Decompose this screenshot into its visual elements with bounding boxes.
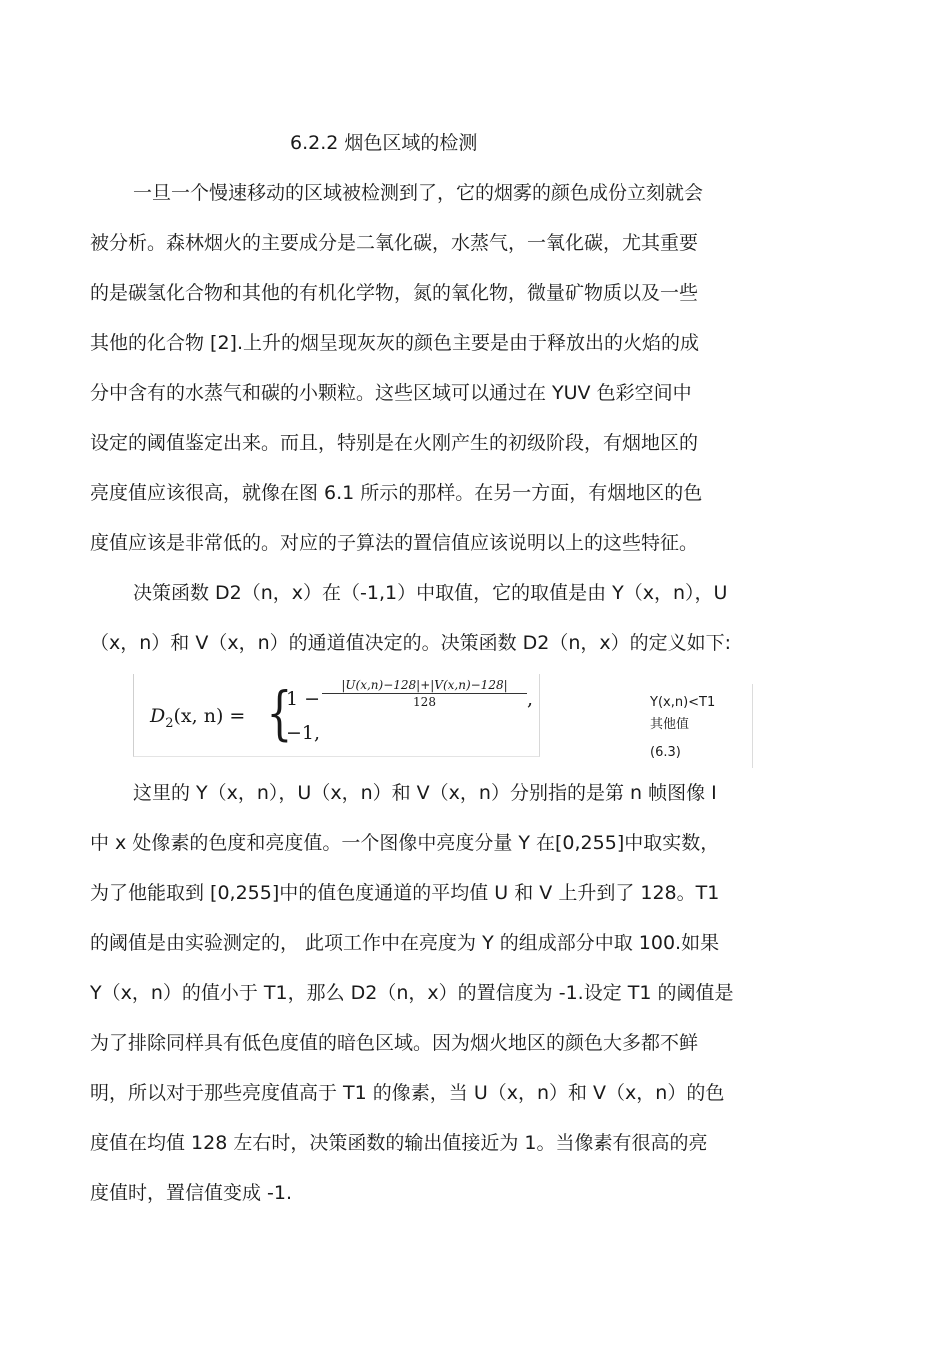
text-line: 被分析。森林烟火的主要成分是二氧化碳，水蒸气，一氧化碳，尤其重要 xyxy=(90,232,699,254)
text-line: 度值时，置信值变成 -1. xyxy=(90,1182,293,1204)
formula-image xyxy=(133,674,540,757)
formula-case-1-comma: , xyxy=(527,688,534,710)
fraction-denominator: 128 xyxy=(413,695,436,709)
text-line: 其他的化合物 [2].上升的烟呈现灰灰的颜色主要是由于释放出的火焰的成 xyxy=(90,332,699,354)
text-line: 为了他能取到 [0,255]中的值色度通道的平均值 U 和 V 上升到了 128。T1 xyxy=(90,882,720,904)
condition-1: Y(x,n)<T1 xyxy=(650,695,716,710)
formula-brace: { xyxy=(266,679,293,747)
text-line: 的阈值是由实验测定的， 此项工作中在亮度为 Y 的组成部分中取 100.如果 xyxy=(90,932,720,954)
text-line: 的是碳氢化合物和其他的有机化学物，氮的氧化物，微量矿物质以及一些 xyxy=(90,282,699,304)
fraction-numerator: |U(x,n)−128|+|V(x,n)−128| xyxy=(322,678,527,694)
formula-case-2: −1, xyxy=(286,722,321,744)
text-line: 度值在均值 128 左右时，决策函数的输出值接近为 1。当像素有很高的亮 xyxy=(90,1132,708,1154)
text-line: 为了排除同样具有低色度值的暗色区域。因为烟火地区的颜色大多都不鲜 xyxy=(90,1032,699,1054)
condition-2: 其他值 xyxy=(650,717,690,732)
text-line: 设定的阈值鉴定出来。而且，特别是在火刚产生的初级阶段，有烟地区的 xyxy=(90,432,699,454)
text-line: 明，所以对于那些亮度值高于 T1 的像素，当 U（x，n）和 V（x，n）的色 xyxy=(90,1082,725,1104)
text-line: 一旦一个慢速移动的区域被检测到了，它的烟雾的颜色成份立刻就会 xyxy=(133,182,704,204)
formula-conditions xyxy=(640,684,753,768)
text-line: 中 x 处像素的色度和亮度值。一个图像中亮度分量 Y 在[0,255]中取实数， xyxy=(90,832,720,854)
text-line: 亮度值应该很高，就像在图 6.1 所示的那样。在另一方面，有烟地区的色 xyxy=(90,482,703,504)
formula-fraction xyxy=(322,678,527,709)
text-line: Y（x，n）的值小于 T1，那么 D2（n，x）的置信度为 -1.设定 T1 的阈值是 xyxy=(90,982,734,1004)
text-line: 这里的 Y（x，n），U（x，n）和 V（x，n）分别指的是第 n 帧图像 I xyxy=(133,782,717,804)
text-line: 度值应该是非常低的。对应的子算法的置信值应该说明以上的这些特征。 xyxy=(90,532,699,554)
formula-case-1-prefix: 1 − xyxy=(286,688,321,710)
section-heading: 6.2.2 烟色区域的检测 xyxy=(290,132,478,154)
text-line: 决策函数 D2（n，x）在（-1,1）中取值，它的取值是由 Y（x，n），U xyxy=(133,582,728,604)
equation-number: (6.3) xyxy=(650,745,681,760)
text-line: （x，n）和 V（x，n）的通道值决定的。决策函数 D2（n，x）的定义如下: xyxy=(90,632,732,654)
text-line: 分中含有的水蒸气和碳的小颗粒。这些区域可以通过在 YUV 色彩空间中 xyxy=(90,382,692,404)
formula-lhs: $D_2(x$, n) = xyxy=(150,705,246,731)
